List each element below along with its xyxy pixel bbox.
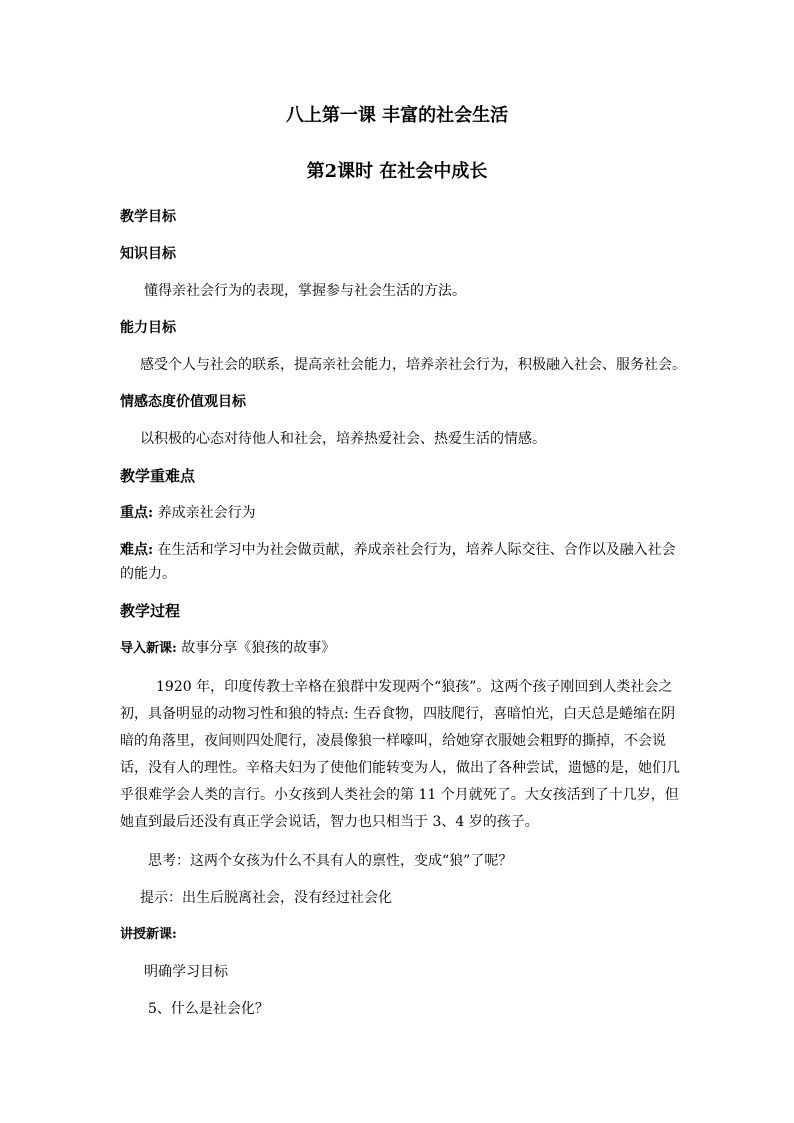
think-question: 思考：这两个女孩为什么不具有人的禀性，变成“狼”了呢？ <box>148 853 513 869</box>
intro-text: 故事分享《狼孩的故事》 <box>176 640 336 656</box>
ability-text: 感受个人与社会的联系，提高亲社会能力，培养亲社会行为，积极融入社会、服务社会。 <box>140 357 686 373</box>
intro-label: 导入新课: <box>120 641 177 656</box>
story-paragraph: 1920 年，印度传教士辛格在狼群中发现两个“狼孩”。这两个孩子刚回到人类社会之初，具备明显的动物习性和狼的特点: 生吞食物，四肢爬行，喜暗怕光，白天总是蜷缩在阴暗的角落里，夜间则四处爬行，凌晨像狼一样嚎叫，给她穿衣服她会粗野的撕掉，不会说话，没有人的理性。辛格夫妇为了使他们能转变为人，做出了各种尝试，遗憾的是，她们几乎很难学会人类的言行。小女孩到人类社会的第 11 个月就死了。大女孩活到了十几岁，但她直到最后还没有真正学会说话，智力也只相当于 3、4 岁的孩子。 <box>120 679 680 830</box>
knowledge-text: 懂得亲社会行为的表现，掌握参与社会生活的方法。 <box>144 283 466 299</box>
document-body <box>120 205 686 1021</box>
page-subtitle: 第2课时 在社会中成长 <box>306 161 488 182</box>
ability-heading: 能力目标 <box>120 320 176 336</box>
question-5: 5、什么是社会化？ <box>148 1001 269 1017</box>
knowledge-heading: 知识目标 <box>120 246 176 262</box>
key-point <box>120 501 680 525</box>
process-heading: 教学过程 <box>120 602 181 620</box>
key-label: 重点: <box>120 505 154 521</box>
clear-goal-text: 明确学习目标 <box>144 964 228 980</box>
page-title: 八上第一课 丰富的社会生活 <box>285 105 509 126</box>
key-text: 养成亲社会行为 <box>153 505 256 521</box>
lecture-heading: 讲授新课: <box>120 927 177 942</box>
difficult-text: 在生活和学习中为社会做贡献，养成亲社会行为，培养人际交往、合作以及融入社会的能力。 <box>120 542 676 582</box>
emotion-heading: 情感态度价值观目标 <box>120 394 246 410</box>
difficult-point <box>120 538 680 586</box>
objectives-heading: 教学目标 <box>120 209 176 225</box>
keypoints-heading: 教学重难点 <box>120 467 196 485</box>
hint-text: 提示：出生后脱离社会，没有经过社会化 <box>140 890 392 906</box>
intro-line <box>120 636 680 661</box>
emotion-text: 以积极的心态对待他人和社会，培养热爱社会、热爱生活的情感。 <box>140 431 546 447</box>
difficult-label: 难点: <box>120 542 154 558</box>
